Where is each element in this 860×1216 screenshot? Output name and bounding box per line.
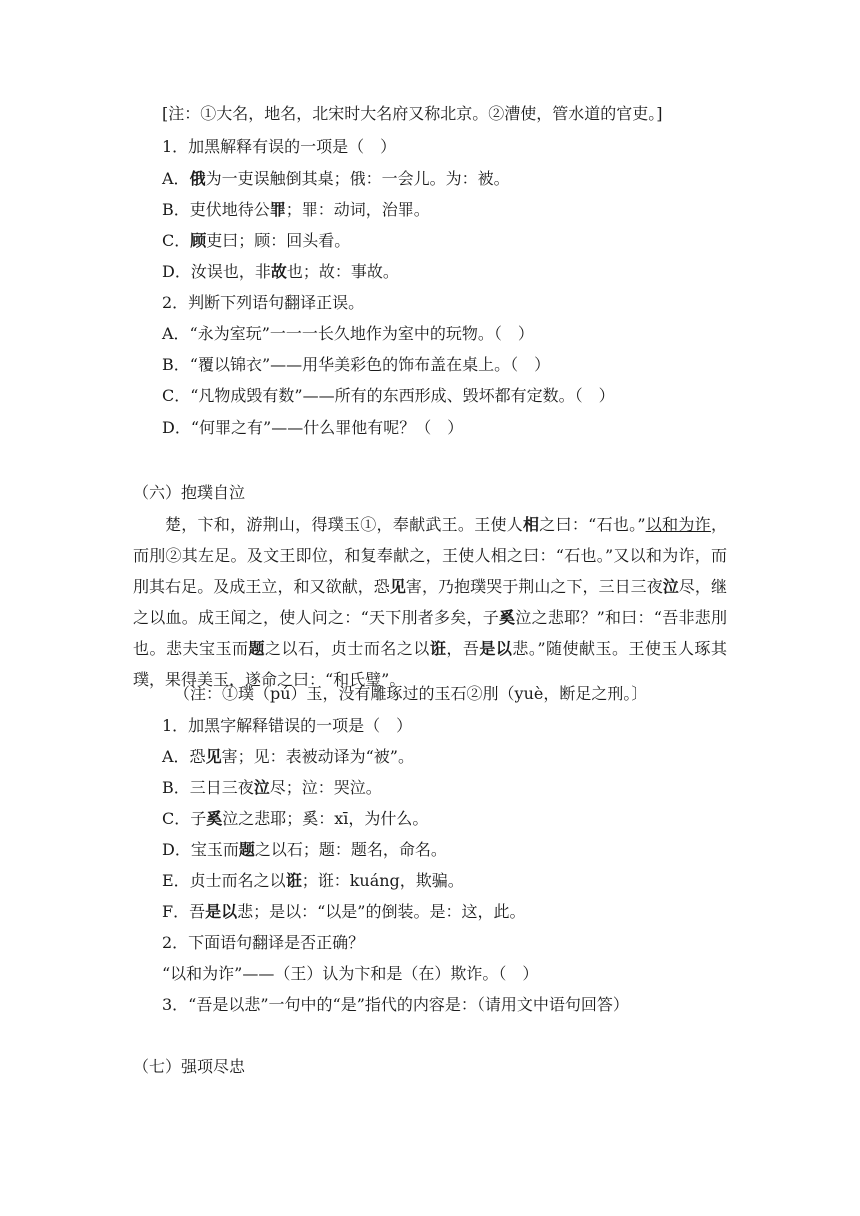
section5-q2-item-c: C．“凡物成毁有数”——所有的东西形成、毁坏都有定数。（ ） [162, 386, 615, 405]
section6-question-3: 3．“吾是以悲”一句中的“是”指代的内容是：（请用文中语句回答） [162, 995, 629, 1014]
section5-note: [注：①大名，地名，北宋时大名府又称北京。②漕使，管水道的官吏。] [162, 104, 663, 123]
section5-q1-option-d: D．汝误也，非故也；故：事故。 [162, 262, 399, 281]
section6-question-2: 2．下面语句翻译是否正确？ [162, 933, 365, 952]
section6-q1-option-a: A．恐见害；见：表被动译为“被”。 [162, 747, 414, 766]
section6-note: （注：①璞（pú）玉，没有雕琢过的玉石②刖（yuè，断足之刑。〕 [174, 684, 648, 703]
section6-q1-option-c: C．子奚泣之悲耶；奚：xī，为什么。 [162, 809, 429, 828]
section6-q1-option-d: D．宝玉而题之以石；题：题名，命名。 [162, 840, 447, 859]
section6-q1-option-e: E．贞士而名之以诳；诳：kuáng，欺骗。 [162, 871, 464, 890]
section6-question-1: 1．加黑字解释错误的一项是（ ） [162, 716, 413, 735]
section6-heading: （六）抱璞自泣 [133, 483, 246, 502]
section5-q1-option-a: A．俄为一吏误触倒其桌；俄：一会儿。为：被。 [162, 169, 510, 188]
section5-q1-option-c: C．顾吏曰；顾：回头看。 [162, 231, 351, 250]
section5-q2-item-b: B．“覆以锦衣”——用华美彩色的饰布盖在桌上。（ ） [162, 355, 551, 374]
section6-q1-option-f: F．吾是以悲；是以：“以是”的倒装。是：这，此。 [162, 902, 526, 921]
section5-question-1: 1．加黑解释有误的一项是（ ） [162, 137, 397, 156]
section5-q2-item-d: D．“何罪之有”——什么罪他有呢？（ ） [162, 418, 464, 437]
section6-passage: 楚，卞和，游荆山，得璞玉①，奉献武王。王使人相之曰：“石也。”以和为诈，而刖②其左足。及文王即位，和复奉献之，王使人相之曰：“石也。”又以和为诈，而刖其右足。及成王立，和又欲献，恐见害，乃抱璞哭于荆山之下，三日三夜泣尽，继之以血。成王闻之，使人问之：“天下刖者多矣，子奚泣之悲耶？”和曰：“吾非悲刖也。悲夫宝玉而题之以石，贞士而名之以诳，吾是以悲。”随使献玉。王使玉人琢其璞，果得美玉，遂命之曰：“和氏璧”。 [133, 515, 727, 689]
section6-q1-option-b: B．三日三夜泣尽；泣：哭泣。 [162, 778, 382, 797]
section6-q2-item: “以和为诈”——（王）认为卞和是（在）欺诈。（ ） [162, 964, 539, 983]
section7-heading: （七）强项尽忠 [133, 1057, 246, 1076]
section5-q1-option-b: B．吏伏地待公罪；罪：动词，治罪。 [162, 200, 430, 219]
section5-q2-item-a: A．“永为室玩”一一一长久地作为室中的玩物。（ ） [162, 324, 534, 343]
section5-question-2: 2．判断下列语句翻译正误。 [162, 293, 365, 312]
